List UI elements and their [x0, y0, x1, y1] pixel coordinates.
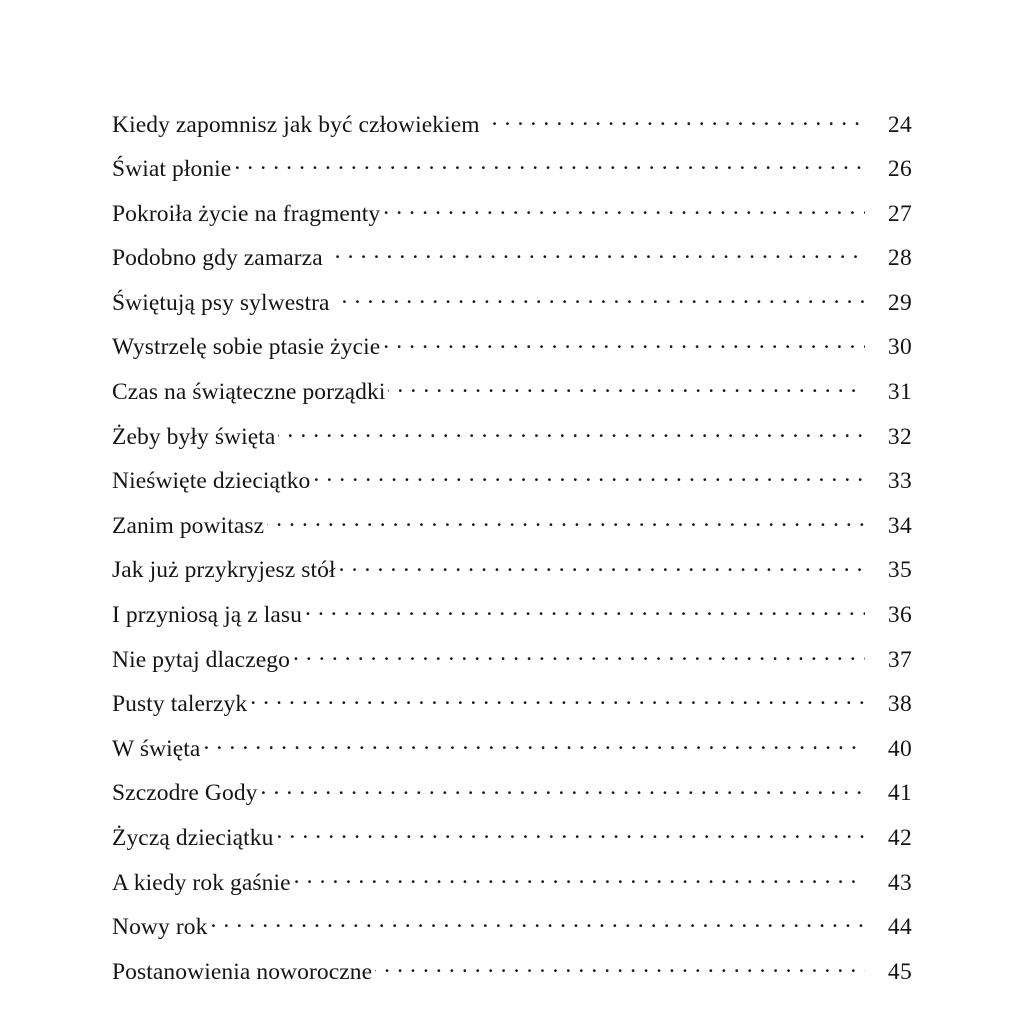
toc-entry[interactable] — [112, 955, 912, 984]
toc-entry-title: Życzą dzieciątku — [112, 825, 274, 851]
toc-entry[interactable] — [112, 777, 912, 806]
toc-entry[interactable] — [112, 911, 912, 940]
toc-entry-page-number: 37 — [887, 646, 912, 673]
toc-leader-dots — [313, 465, 865, 489]
toc-entry[interactable] — [112, 331, 912, 360]
toc-entry-title: I przyniosą ją z lasu — [112, 602, 303, 629]
toc-leader-dots — [234, 153, 865, 177]
toc-entry-title: Wystrzelę sobie ptasie życie — [112, 334, 381, 361]
toc-entry-title: Postanowienia noworoczne — [112, 958, 373, 985]
toc-entry[interactable] — [112, 242, 912, 271]
toc-entry-title: Kiedy zapomnisz jak być człowiekiem — [112, 111, 480, 138]
toc-entry-page-number: 28 — [887, 245, 912, 272]
toc-leader-dots — [375, 955, 865, 979]
toc-entry-title: Świat płonie — [112, 156, 232, 183]
toc-leader-dots — [293, 643, 865, 667]
toc-entry-page-number: 29 — [887, 289, 912, 316]
toc-entry-title: Nie pytaj dlaczego — [112, 646, 290, 673]
toc-entry[interactable] — [112, 732, 912, 761]
toc-entry-title: Pokroiła życie na fragmenty — [112, 200, 381, 227]
toc-entry[interactable] — [112, 688, 912, 717]
toc-leader-dots — [294, 866, 865, 890]
toc-entry-page-number: 24 — [887, 111, 912, 138]
toc-entry-title: Czas na świąteczne porządki — [112, 379, 386, 406]
toc-entry-page-number: 32 — [887, 423, 912, 450]
toc-leader-dots — [383, 331, 865, 355]
toc-entry-title: W święta — [112, 735, 201, 762]
toc-leader-dots — [333, 286, 865, 310]
toc-entry-title: Podobno gdy zamarza — [112, 245, 323, 272]
toc-entry-title: Świętują psy sylwestra — [112, 289, 330, 316]
toc-leader-dots — [250, 688, 865, 712]
toc-leader-dots — [483, 108, 865, 132]
toc-entry-title: Pusty talerzyk — [112, 691, 248, 718]
toc-leader-dots — [267, 509, 865, 533]
toc-entry-page-number: 43 — [887, 869, 912, 896]
toc-leader-dots — [276, 822, 865, 846]
toc-entry-page-number: 38 — [887, 691, 912, 718]
toc-entry-title: A kiedy rok gaśnie — [112, 869, 291, 896]
toc-entry[interactable] — [112, 286, 912, 315]
toc-entry-title: Nowy rok — [112, 914, 208, 941]
toc-entry[interactable] — [112, 643, 912, 672]
toc-entry-page-number: 26 — [887, 156, 912, 183]
toc-entry-page-number: 31 — [887, 379, 912, 406]
toc-entry[interactable] — [112, 866, 912, 895]
toc-entry[interactable] — [112, 599, 912, 628]
toc-leader-dots — [339, 554, 865, 578]
toc-entry-page-number: 27 — [887, 200, 912, 227]
toc-entry-title: Szczodre Gody — [112, 780, 258, 807]
toc-entry-page-number: 41 — [887, 780, 912, 807]
toc-entry[interactable] — [112, 108, 912, 137]
toc-entry-title: Zanim powitasz — [112, 512, 265, 539]
toc-entry[interactable] — [112, 822, 912, 851]
toc-entry-page-number: 45 — [887, 958, 912, 985]
toc-leader-dots — [326, 242, 865, 266]
toc-entry[interactable] — [112, 197, 912, 226]
toc-leader-dots — [305, 599, 865, 623]
toc-entry-page-number: 44 — [887, 914, 912, 941]
toc-leader-dots — [203, 732, 865, 756]
table-of-contents — [112, 108, 912, 1000]
toc-entry-page-number: 40 — [887, 735, 912, 762]
toc-leader-dots — [261, 777, 865, 801]
toc-entry[interactable] — [112, 509, 912, 538]
toc-entry-title: Nieświęte dzieciątko — [112, 468, 311, 495]
toc-leader-dots — [388, 376, 865, 400]
toc-entry[interactable] — [112, 376, 912, 405]
toc-entry[interactable] — [112, 554, 912, 583]
toc-entry-page-number: 36 — [887, 602, 912, 629]
toc-entry[interactable] — [112, 153, 912, 182]
toc-entry-page-number: 30 — [887, 334, 912, 361]
toc-leader-dots — [383, 197, 865, 221]
toc-entry-page-number: 34 — [887, 512, 912, 539]
toc-leader-dots — [278, 420, 865, 444]
toc-entry-page-number: 42 — [887, 825, 912, 851]
toc-entry-title: Jak już przykryjesz stół — [112, 557, 336, 584]
toc-entry-page-number: 35 — [887, 557, 912, 584]
toc-entry-page-number: 33 — [887, 468, 912, 495]
toc-entry-title: Żeby były święta — [112, 423, 276, 450]
toc-entry[interactable] — [112, 465, 912, 494]
toc-leader-dots — [210, 911, 865, 935]
toc-entry[interactable] — [112, 420, 912, 449]
